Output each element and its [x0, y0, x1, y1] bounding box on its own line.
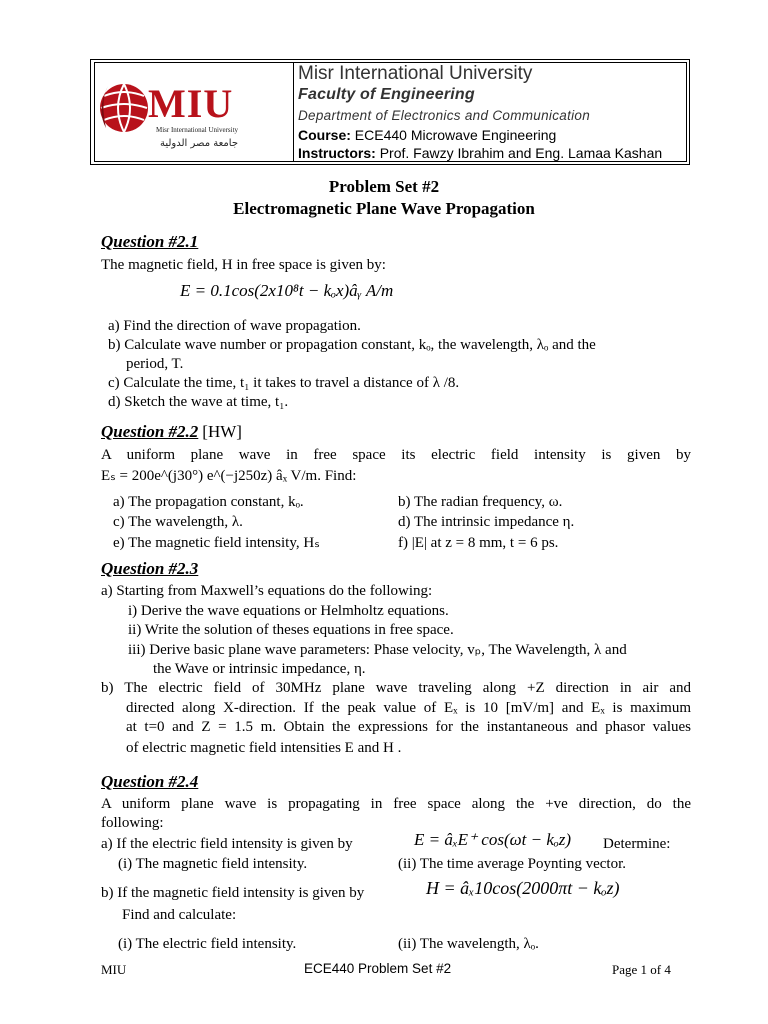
q3-part-a: a) Starting from Maxwell’s equations do the following:	[101, 583, 433, 599]
q3-part-b2: directed along X-direction. If the peak value of Eₓ is 10 [mV/m] and Eₓ is maximum	[126, 700, 691, 716]
footer-center: ECE440 Problem Set #2	[304, 961, 452, 976]
q1-part-b2: period, T.	[126, 356, 184, 372]
q1-part-d: d) Sketch the wave at time, t₁.	[108, 394, 289, 410]
q3-part-b3: at t=0 and Z = 1.5 m. Obtain the expressions for the instantaneous and phasor values	[126, 719, 691, 735]
q2-intro-1: A uniform plane wave in free space its electric field intensity is given by	[101, 447, 691, 463]
q4-part-b-equation: H = âₓ10cos(2000πt − kₒz)	[426, 878, 620, 898]
q1-part-b1: b) Calculate wave number or propagation constant, kₒ, the wavelength, λₒ and the	[108, 337, 596, 353]
q1-equation: E = 0.1cos(2x10⁸t − kₒx)âᵧ A/m	[180, 281, 394, 300]
logo-subtitle: Misr International University	[156, 126, 239, 134]
problem-set-title: Problem Set #2	[328, 177, 440, 196]
q3-part-b1: b) The electric field of 30MHz plane wave traveling along +Z direction in air and	[101, 680, 691, 696]
q1-part-a: a) Find the direction of wave propagation.	[108, 318, 361, 334]
instructors-value: Prof. Fawzy Ibrahim and Eng. Lamaa Kashan	[379, 145, 663, 161]
course-value: ECE440 Microwave Engineering	[354, 127, 557, 143]
q4-intro-1: A uniform plane wave is propagating in free space along the +ve direction, do the	[101, 796, 691, 812]
logo-text: MIU	[148, 81, 234, 126]
q4-part-b-i: (i) The electric field intensity.	[118, 936, 297, 952]
q1-heading: Question #2.1	[101, 232, 199, 251]
q4-part-a-determine: Determine:	[603, 836, 671, 852]
faculty-name: Faculty of Engineering	[298, 86, 475, 103]
university-name: Misr International University	[298, 63, 533, 84]
university-logo	[98, 66, 288, 158]
q3-sub-iii-2: the Wave or intrinsic impedance, η.	[153, 661, 366, 677]
q2-part-b: b) The radian frequency, ω.	[398, 494, 563, 510]
q4-part-a-ii: (ii) The time average Poynting vector.	[398, 856, 626, 872]
course-label: Course:	[298, 127, 351, 143]
q4-part-a-text: a) If the electric field intensity is given by	[101, 836, 353, 852]
q2-part-e: e) The magnetic field intensity, Hₛ	[113, 535, 320, 551]
problem-set-subtitle: Electromagnetic Plane Wave Propagation	[233, 199, 535, 218]
q4-part-a-i: (i) The magnetic field intensity.	[118, 856, 308, 872]
q4-part-b-text: b) If the magnetic field intensity is given by	[101, 885, 365, 901]
q3-sub-ii: ii) Write the solution of theses equations in free space.	[128, 622, 454, 638]
q2-intro-2: Eₛ = 200e^(j30°) e^(−j250z) âₓ V/m. Find:	[101, 468, 357, 484]
instructors-label: Instructors:	[298, 145, 376, 161]
footer-left: MIU	[101, 962, 127, 977]
q4-part-a-equation: E = âₓE⁺ cos(ωt − kₒz)	[414, 830, 571, 849]
header-divider	[293, 62, 294, 162]
q4-part-b-ii: (ii) The wavelength, λₒ.	[398, 936, 539, 952]
q3-sub-iii-1: iii) Derive basic plane wave parameters: Phase velocity, vₚ, The Wavelength, λ and	[128, 642, 627, 658]
q2-part-f: f) |E| at z = 8 mm, t = 6 ps.	[398, 535, 559, 551]
q2-part-a: a) The propagation constant, kₒ.	[113, 494, 304, 510]
q2-part-c: c) The wavelength, λ.	[113, 514, 243, 530]
course-line	[298, 127, 556, 143]
footer-page-number: Page 1 of 4	[612, 962, 671, 977]
q2-part-d: d) The intrinsic impedance η.	[398, 514, 575, 530]
q3-part-b4: of electric magnetic field intensities E and H .	[126, 740, 402, 756]
department-name: Department of Electronics and Communication	[298, 108, 591, 123]
logo-arabic: جامعة مصر الدولية	[160, 138, 239, 149]
q1-part-c: c) Calculate the time, t₁ it takes to travel a distance of λ /8.	[108, 375, 460, 391]
q4-intro-2: following:	[101, 815, 164, 831]
q3-heading: Question #2.3	[101, 559, 199, 578]
q1-intro: The magnetic field, H in free space is given by:	[101, 257, 386, 273]
instructors-line	[298, 145, 662, 161]
q4-heading: Question #2.4	[101, 772, 199, 791]
q2-heading: Question #2.2	[101, 422, 199, 441]
q3-sub-i: i) Derive the wave equations or Helmholtz equations.	[128, 603, 449, 619]
q2-hw-tag: [HW]	[202, 422, 242, 441]
q4-part-b-find: Find and calculate:	[122, 907, 237, 923]
q2-heading-line	[101, 422, 242, 442]
